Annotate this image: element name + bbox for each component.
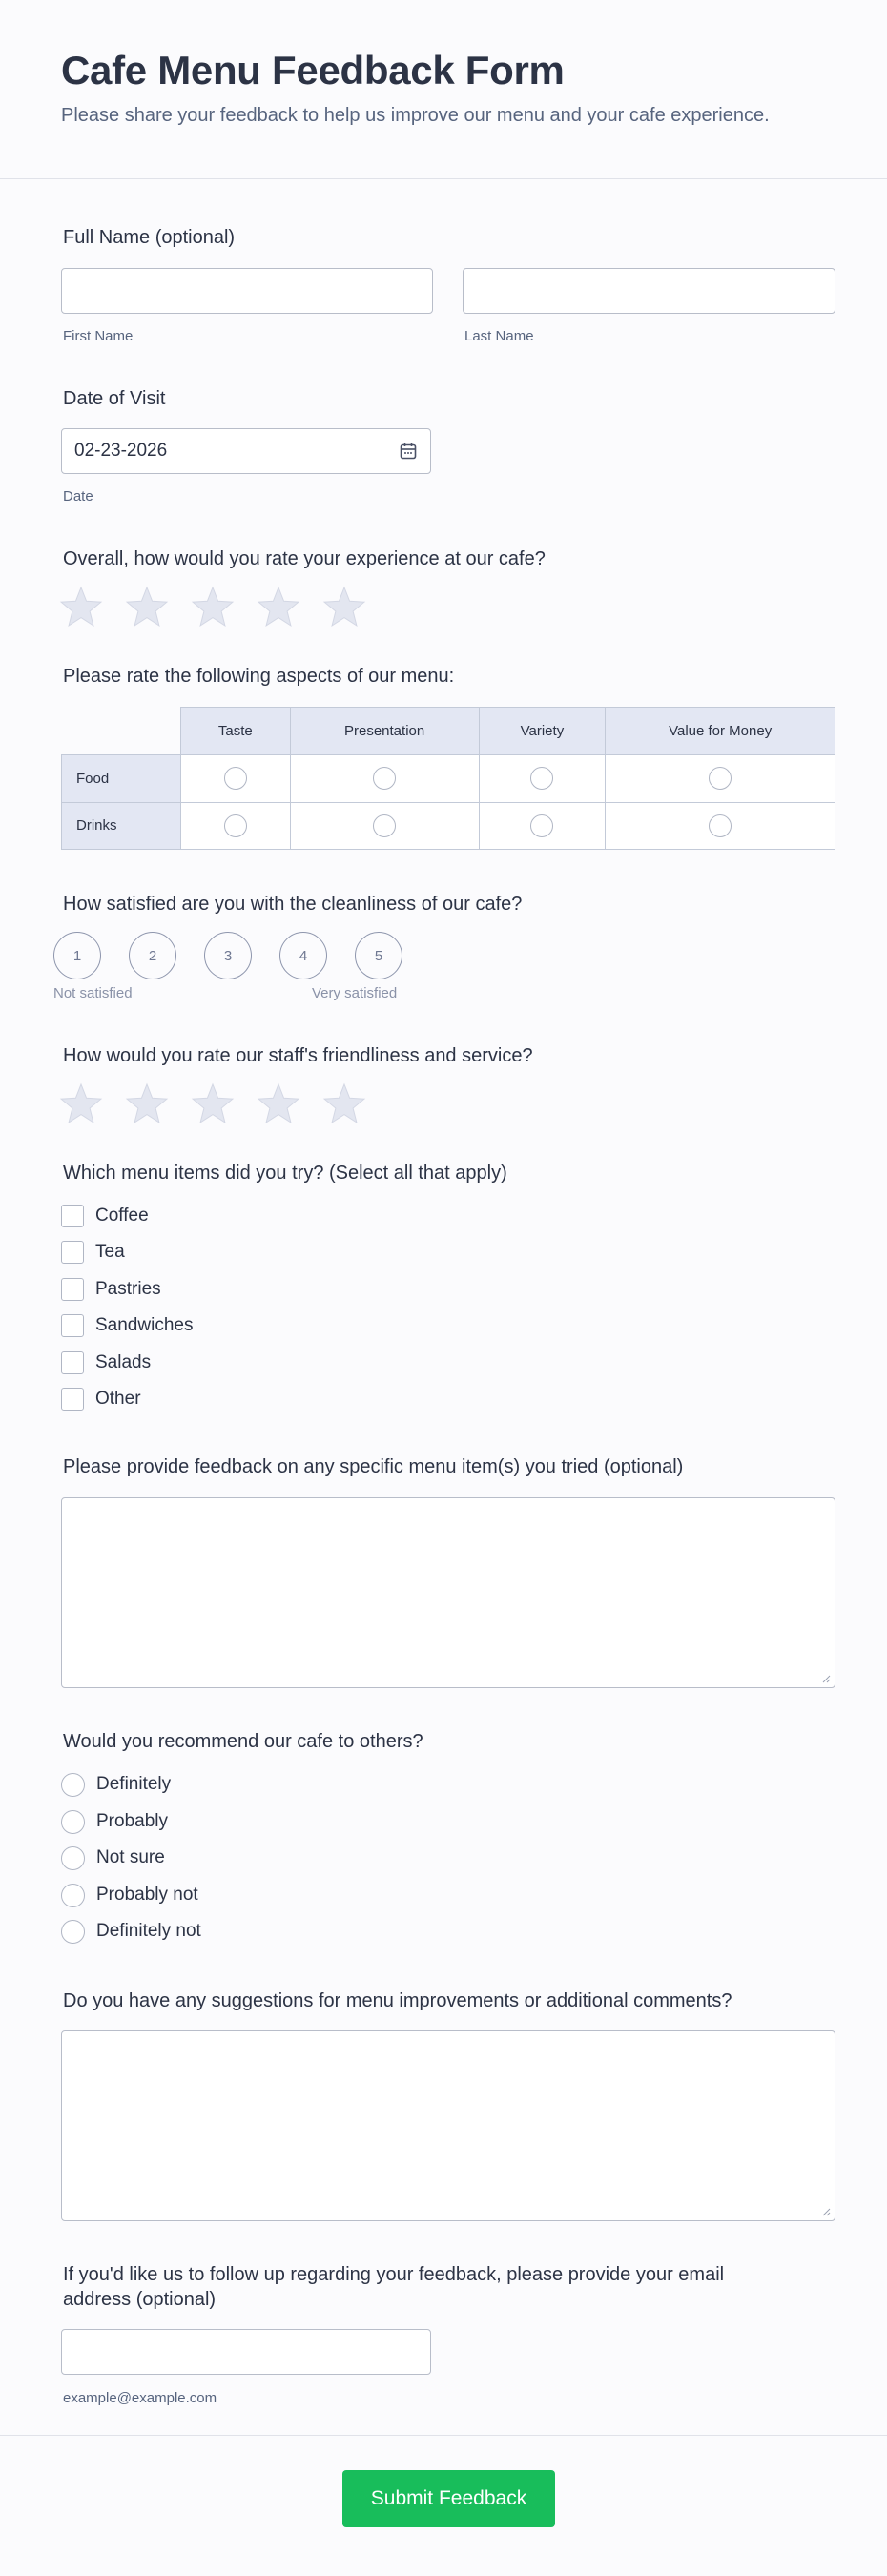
- checkbox-label: Tea: [95, 1242, 125, 1262]
- checkbox-option-salads[interactable]: [61, 1350, 151, 1375]
- star-icon[interactable]: [59, 586, 103, 628]
- radio-button[interactable]: [61, 1773, 85, 1797]
- date-of-visit-label: Date of Visit: [63, 388, 166, 409]
- matrix-radio-drinks-variety[interactable]: [530, 814, 553, 837]
- matrix-column-header: Taste: [180, 708, 290, 755]
- date-value: 02-23-2026: [74, 441, 168, 461]
- radio-button[interactable]: [61, 1810, 85, 1834]
- checkbox-label: Pastries: [95, 1279, 161, 1299]
- specific-feedback-label: Please provide feedback on any specific menu item(s) you tried (optional): [63, 1456, 684, 1477]
- full-name-label: Full Name (optional): [63, 227, 236, 248]
- checkbox-option-sandwiches[interactable]: [61, 1313, 193, 1338]
- checkbox[interactable]: [61, 1388, 84, 1411]
- radio-label: Probably: [96, 1811, 168, 1831]
- radio-option-probably-not[interactable]: [61, 1883, 198, 1907]
- star-icon[interactable]: [257, 586, 300, 628]
- radio-button[interactable]: [61, 1920, 85, 1944]
- email-sublabel: example@example.com: [63, 2390, 217, 2406]
- matrix-radio-food-taste[interactable]: [224, 767, 247, 790]
- overall-star-rating: [59, 586, 366, 628]
- matrix-radio-drinks-presentation[interactable]: [373, 814, 396, 837]
- matrix-row-label: Food: [62, 755, 181, 803]
- form-header: [0, 0, 887, 179]
- menu-items-label: Which menu items did you try? (Select all that apply): [63, 1163, 507, 1184]
- matrix-row-food: [62, 755, 835, 803]
- staff-star-rating: [59, 1082, 366, 1124]
- matrix-radio-drinks-value[interactable]: [709, 814, 732, 837]
- checkbox[interactable]: [61, 1314, 84, 1337]
- matrix-radio-food-value[interactable]: [709, 767, 732, 790]
- matrix-radio-food-variety[interactable]: [530, 767, 553, 790]
- matrix-column-header: Value for Money: [606, 708, 835, 755]
- checkbox-option-tea[interactable]: [61, 1240, 125, 1265]
- radio-label: Probably not: [96, 1885, 198, 1905]
- radio-label: Not sure: [96, 1847, 165, 1867]
- submit-button[interactable]: Submit Feedback: [342, 2470, 555, 2527]
- matrix-radio-drinks-taste[interactable]: [224, 814, 247, 837]
- star-icon[interactable]: [125, 586, 169, 628]
- star-icon[interactable]: [257, 1082, 300, 1124]
- date-input[interactable]: [61, 428, 431, 474]
- matrix-radio-food-presentation[interactable]: [373, 767, 396, 790]
- suggestions-label: Do you have any suggestions for menu improvements or additional comments?: [63, 1990, 732, 2011]
- scale-max-caption: Very satisfied: [312, 985, 398, 1001]
- checkbox[interactable]: [61, 1205, 84, 1227]
- scale-option-2[interactable]: 2: [129, 932, 176, 979]
- checkbox[interactable]: [61, 1351, 84, 1374]
- star-icon[interactable]: [322, 586, 366, 628]
- resize-grip-icon[interactable]: [821, 2207, 831, 2216]
- matrix-row-drinks: [62, 802, 835, 850]
- matrix-corner: [62, 708, 181, 755]
- specific-feedback-textarea[interactable]: [61, 1497, 835, 1688]
- cleanliness-label: How satisfied are you with the cleanliness of our cafe?: [63, 894, 523, 915]
- form-subtitle: Please share your feedback to help us improve our menu and your cafe experience.: [61, 105, 770, 126]
- checkbox[interactable]: [61, 1278, 84, 1301]
- scale-option-1[interactable]: 1: [53, 932, 101, 979]
- overall-rating-label: Overall, how would you rate your experience at our cafe?: [63, 548, 546, 569]
- radio-label: Definitely not: [96, 1921, 201, 1941]
- checkbox-label: Salads: [95, 1352, 152, 1372]
- checkbox-label: Sandwiches: [95, 1315, 194, 1335]
- staff-rating-label: How would you rate our staff's friendliness and service?: [63, 1045, 533, 1066]
- scale-option-4[interactable]: 4: [279, 932, 327, 979]
- star-icon[interactable]: [322, 1082, 366, 1124]
- scale-min-caption: Not satisfied: [53, 985, 133, 1001]
- radio-button[interactable]: [61, 1846, 85, 1870]
- matrix-column-header: Presentation: [290, 708, 479, 755]
- checkbox-option-coffee[interactable]: [61, 1204, 149, 1228]
- last-name-sublabel: Last Name: [464, 328, 534, 344]
- star-icon[interactable]: [125, 1082, 169, 1124]
- menu-rating-matrix: [61, 707, 835, 850]
- date-sublabel: Date: [63, 488, 93, 505]
- radio-option-definitely-not[interactable]: [61, 1919, 201, 1944]
- first-name-input[interactable]: [61, 268, 433, 314]
- form-footer: [0, 2435, 887, 2576]
- email-label-line2: address (optional): [63, 2289, 217, 2310]
- radio-option-definitely[interactable]: [61, 1772, 171, 1797]
- calendar-icon[interactable]: [399, 442, 418, 461]
- checkbox[interactable]: [61, 1241, 84, 1264]
- menu-matrix-label: Please rate the following aspects of our menu:: [63, 666, 455, 687]
- checkbox-option-other[interactable]: [61, 1387, 141, 1412]
- radio-label: Definitely: [96, 1774, 172, 1794]
- radio-option-probably[interactable]: [61, 1809, 168, 1834]
- star-icon[interactable]: [59, 1082, 103, 1124]
- first-name-sublabel: First Name: [63, 328, 134, 344]
- star-icon[interactable]: [191, 586, 235, 628]
- recommend-label: Would you recommend our cafe to others?: [63, 1731, 423, 1752]
- checkbox-option-pastries[interactable]: [61, 1277, 161, 1302]
- star-icon[interactable]: [191, 1082, 235, 1124]
- checkbox-label: Other: [95, 1389, 141, 1409]
- matrix-column-header: Variety: [479, 708, 606, 755]
- last-name-input[interactable]: [463, 268, 835, 314]
- radio-button[interactable]: [61, 1884, 85, 1907]
- resize-grip-icon[interactable]: [821, 1674, 831, 1683]
- checkbox-label: Coffee: [95, 1206, 149, 1226]
- matrix-row-label: Drinks: [62, 802, 181, 850]
- suggestions-textarea[interactable]: [61, 2030, 835, 2221]
- email-label-line1: If you'd like us to follow up regarding your feedback, please provide your email: [63, 2264, 725, 2285]
- email-input[interactable]: [61, 2329, 431, 2375]
- form-title: Cafe Menu Feedback Form: [61, 48, 565, 93]
- radio-option-not-sure[interactable]: [61, 1845, 165, 1870]
- scale-option-5[interactable]: 5: [355, 932, 402, 979]
- scale-option-3[interactable]: 3: [204, 932, 252, 979]
